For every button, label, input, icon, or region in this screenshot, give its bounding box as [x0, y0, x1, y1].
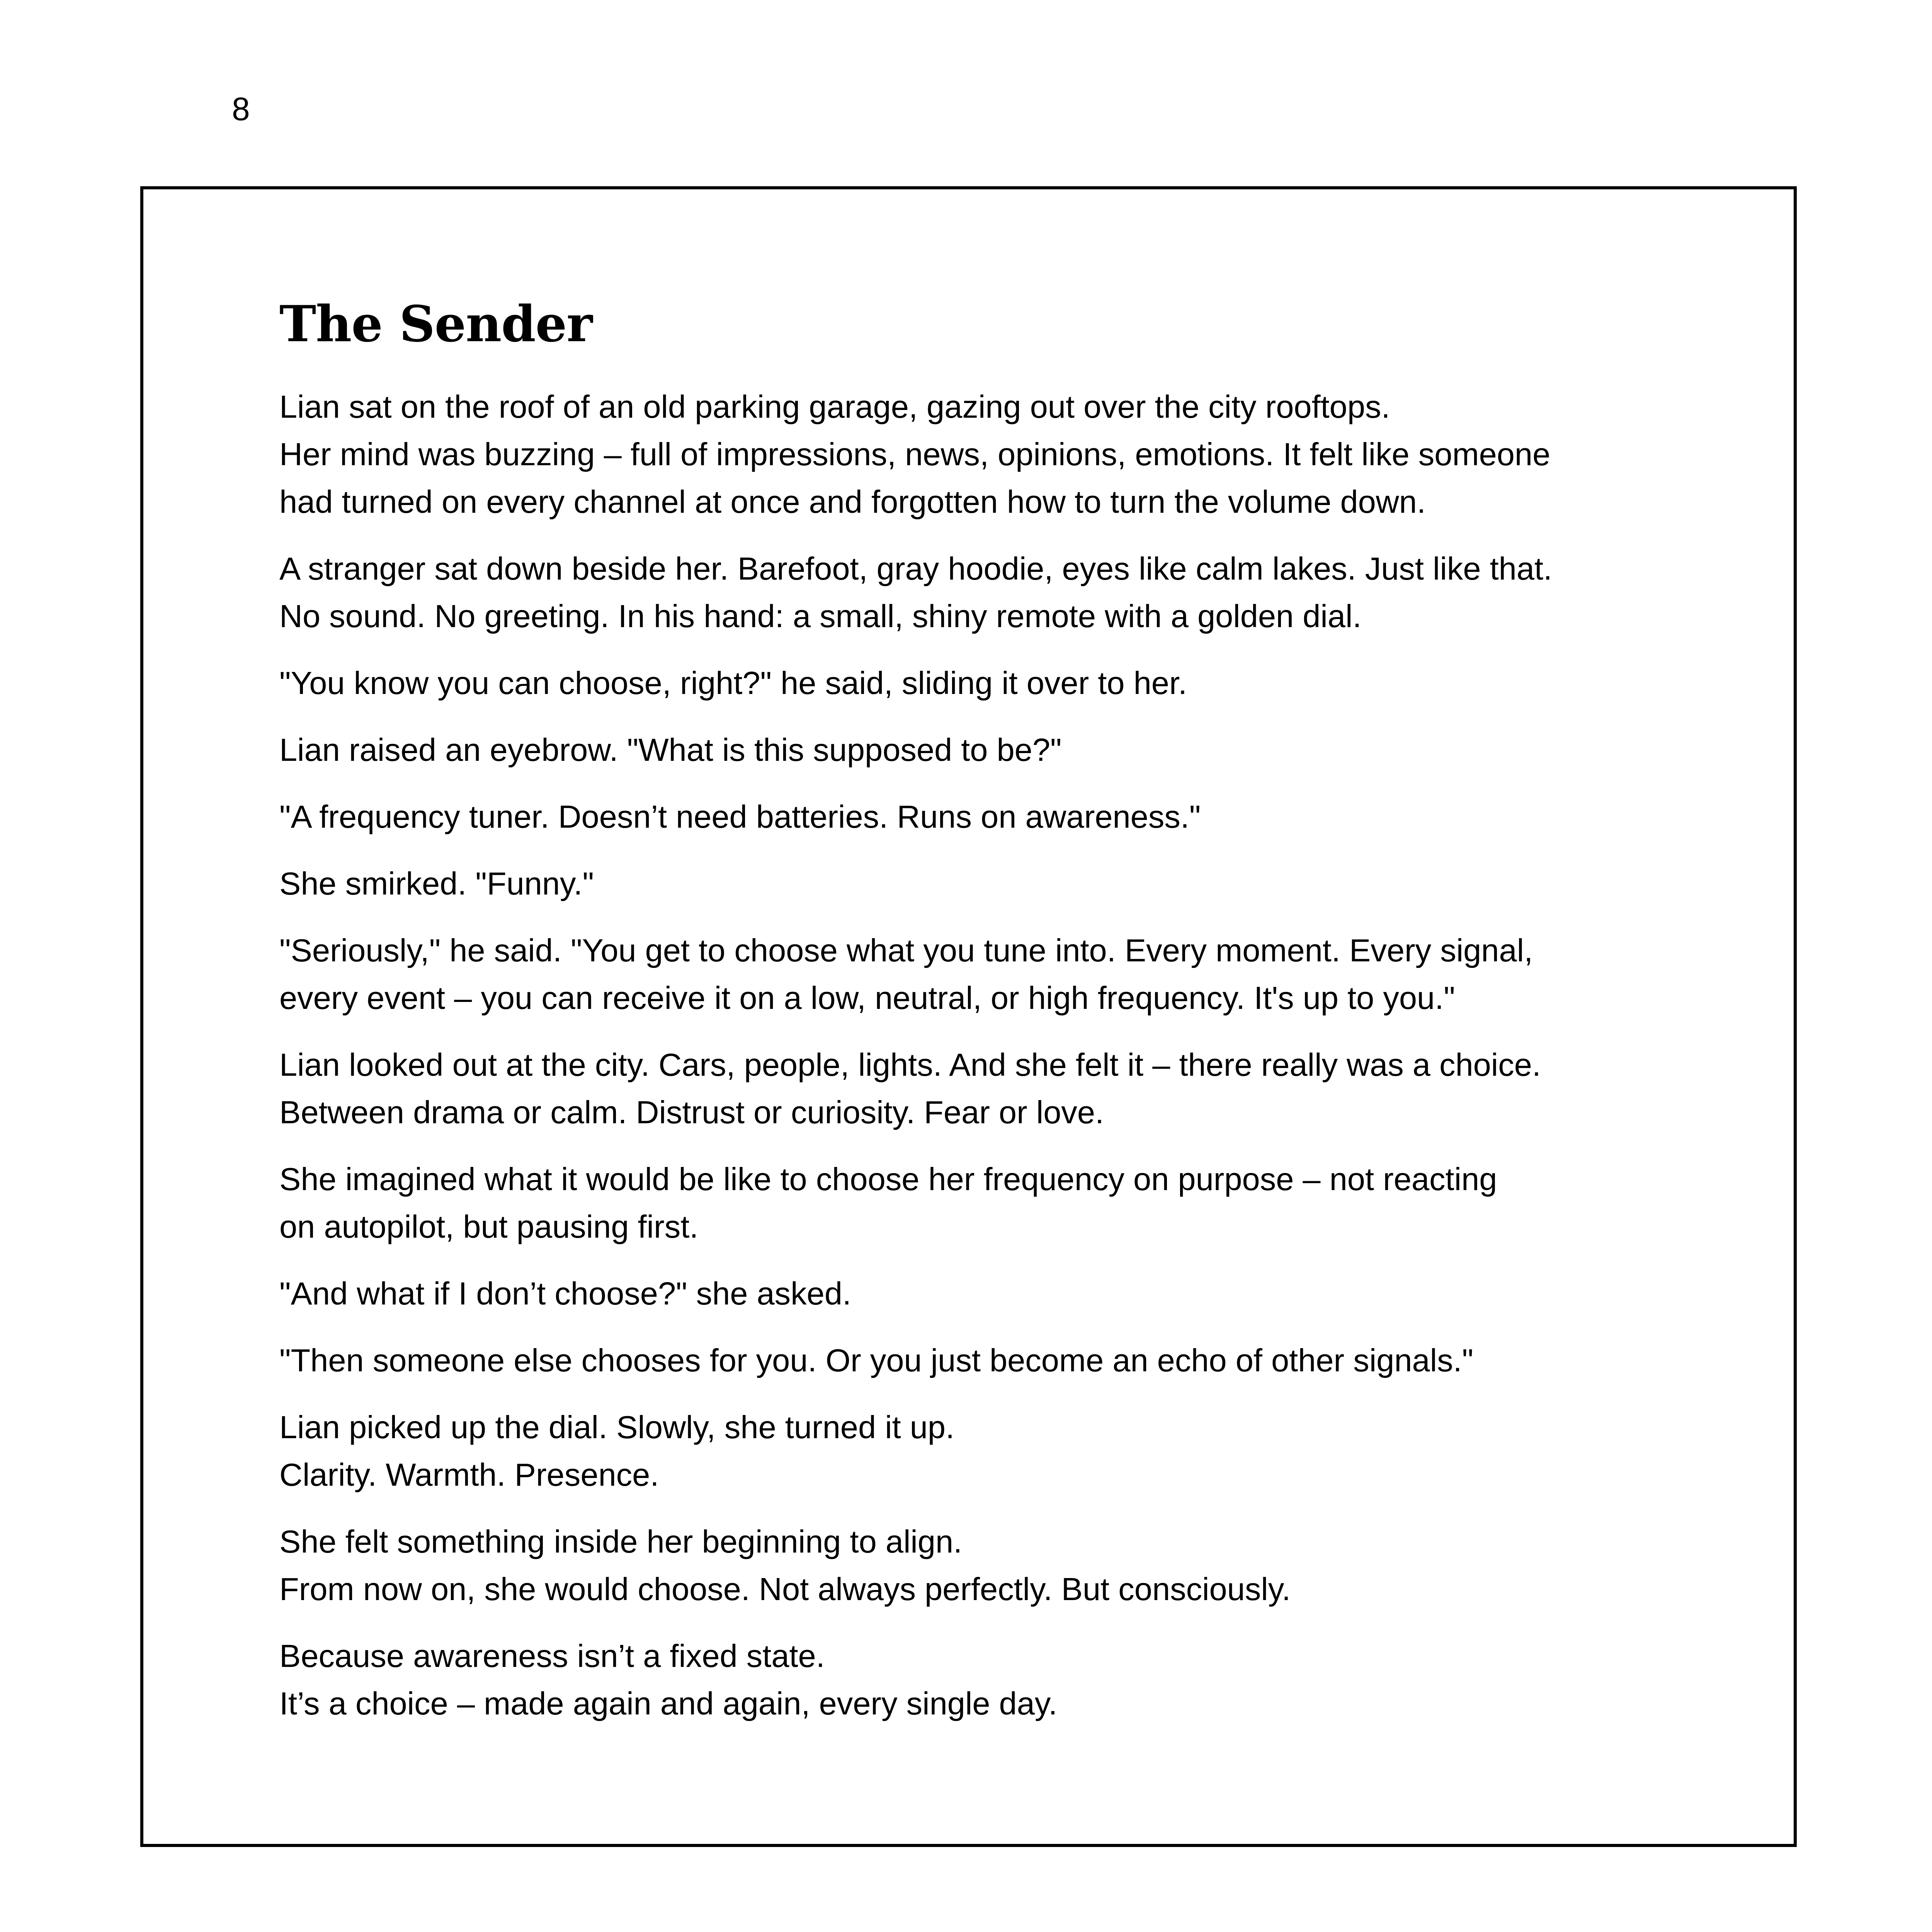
story-paragraph — [279, 860, 1725, 907]
story-line: Lian raised an eyebrow. "What is this supposed to be?" — [279, 732, 1062, 768]
story-line: A stranger sat down beside her. Barefoot, gray hoodie, eyes like calm lakes. Just like that. — [279, 551, 1553, 587]
story-line: Lian sat on the roof of an old parking garage, gazing out over the city rooftops. — [279, 389, 1390, 425]
story-line: Lian picked up the dial. Slowly, she turned it up. — [279, 1409, 955, 1446]
story-paragraph — [279, 1337, 1725, 1384]
story-line: She smirked. "Funny." — [279, 866, 594, 902]
story-paragraph — [279, 545, 1725, 640]
story-paragraph — [279, 1518, 1725, 1613]
story-paragraph — [279, 1270, 1725, 1317]
story-line: It’s a choice – made again and again, every single day. — [279, 1685, 1058, 1722]
story-paragraph — [279, 1632, 1725, 1727]
story-content — [279, 295, 1725, 1747]
story-box — [140, 186, 1797, 1847]
story-line: on autopilot, but pausing first. — [279, 1209, 699, 1245]
story-line: had turned on every channel at once and forgotten how to turn the volume down. — [279, 484, 1426, 520]
story-line: "And what if I don’t choose?" she asked. — [279, 1276, 852, 1312]
story-paragraph — [279, 1403, 1725, 1498]
story-line: every event – you can receive it on a low, neutral, or high frequency. It's up to you." — [279, 980, 1455, 1016]
story-line: Her mind was buzzing – full of impressions, news, opinions, emotions. It felt like someone — [279, 436, 1551, 473]
story-line: "Seriously," he said. "You get to choose what you tune into. Every moment. Every signal, — [279, 932, 1533, 969]
story-line: "Then someone else chooses for you. Or you just become an echo of other signals." — [279, 1342, 1474, 1379]
story-line: Clarity. Warmth. Presence. — [279, 1457, 659, 1493]
story-paragraph — [279, 1155, 1725, 1250]
story-line: From now on, she would choose. Not always perfectly. But consciously. — [279, 1571, 1291, 1607]
story-paragraph — [279, 659, 1725, 707]
story-title: The Sender — [279, 295, 592, 353]
page-number: 8 — [232, 91, 250, 127]
story-line: Lian looked out at the city. Cars, people, lights. And she felt it – there really was a choice. — [279, 1047, 1541, 1083]
story-paragraph — [279, 1041, 1725, 1136]
story-paragraph — [279, 927, 1725, 1022]
story-line: She felt something inside her beginning to align. — [279, 1524, 963, 1560]
story-paragraph — [279, 726, 1725, 774]
story-line: She imagined what it would be like to choose her frequency on purpose – not reacting — [279, 1161, 1497, 1197]
story-line: "You know you can choose, right?" he said, sliding it over to her. — [279, 665, 1187, 701]
story-line: Between drama or calm. Distrust or curiosity. Fear or love. — [279, 1094, 1104, 1131]
story-line: Because awareness isn’t a fixed state. — [279, 1638, 825, 1674]
story-line: "A frequency tuner. Doesn’t need batteries. Runs on awareness." — [279, 799, 1201, 835]
story-line: No sound. No greeting. In his hand: a small, shiny remote with a golden dial. — [279, 598, 1362, 634]
story-paragraph — [279, 793, 1725, 840]
story-paragraph — [279, 383, 1725, 526]
